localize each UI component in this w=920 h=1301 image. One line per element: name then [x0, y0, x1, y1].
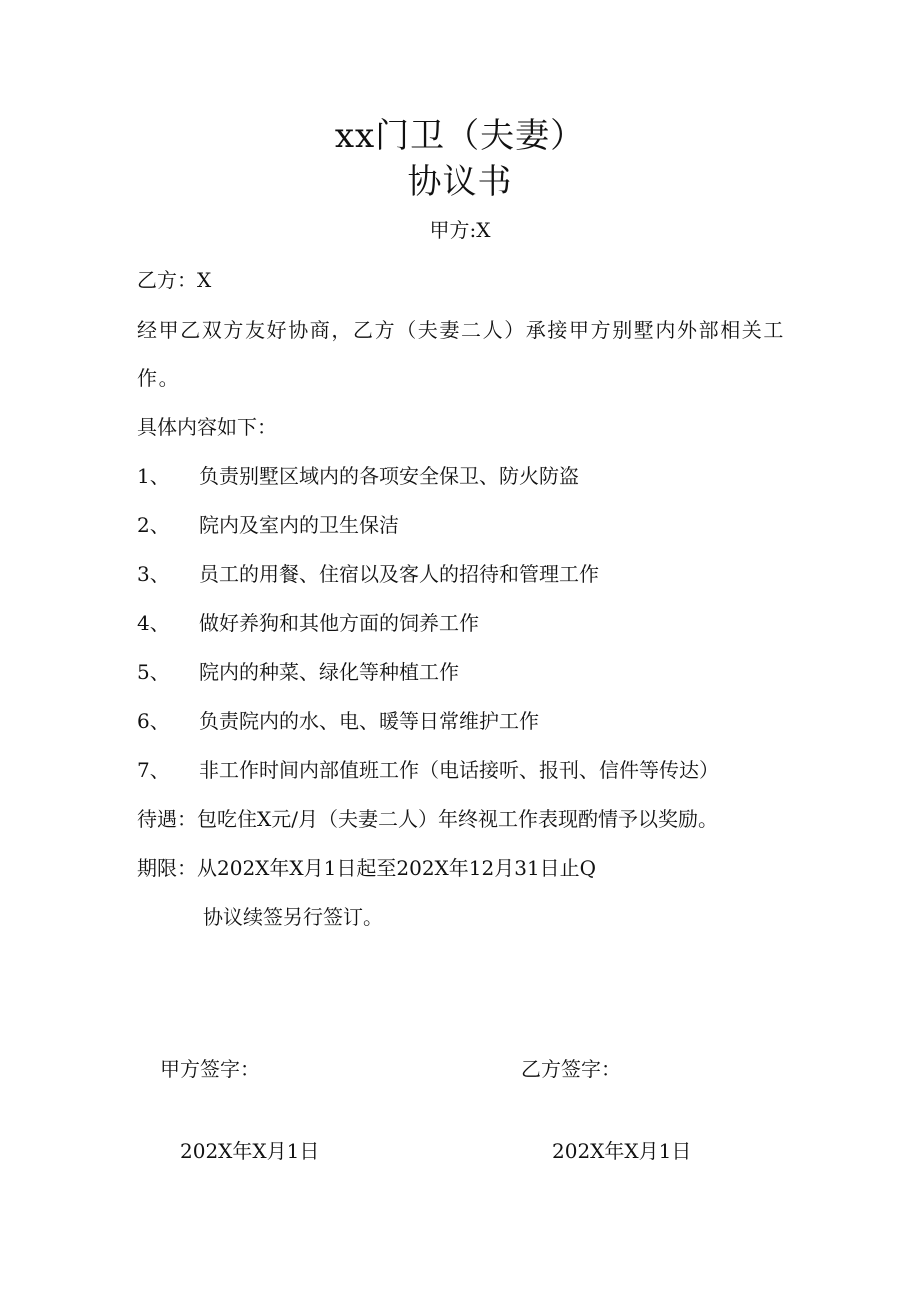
party-a-line: 甲方:X	[429, 218, 491, 242]
list-item	[137, 658, 459, 686]
list-item-text: 院内的种菜、绿化等种植工作	[199, 660, 459, 684]
list-item-text: 负责别墅区域内的各项安全保卫、防火防盗	[199, 464, 579, 488]
renewal-line: 协议续签另行签订。	[203, 905, 383, 929]
list-item	[137, 707, 539, 735]
list-item	[137, 756, 719, 784]
list-item-number: 5、	[137, 660, 170, 684]
list-item-text: 院内及室内的卫生保洁	[199, 513, 399, 537]
party-b-signature-label: 乙方签字：	[521, 1057, 621, 1081]
list-item-text: 非工作时间内部值班工作（电话接听、报刊、信件等传达）	[199, 758, 719, 782]
list-item-number: 3、	[137, 562, 170, 586]
list-item-number: 7、	[137, 758, 170, 782]
list-item-number: 6、	[137, 709, 170, 733]
list-item	[137, 609, 479, 637]
list-item-text: 员工的用餐、住宿以及客人的招待和管理工作	[199, 562, 599, 586]
list-item	[137, 462, 579, 490]
content-heading: 具体内容如下：	[137, 415, 277, 439]
document-title-line1: xx门卫（夫妻）	[334, 116, 586, 156]
list-item-number: 4、	[137, 611, 170, 635]
list-item-text: 做好养狗和其他方面的饲养工作	[199, 611, 479, 635]
party-b-signature-date: 202X年X月1日	[552, 1139, 692, 1163]
term-line: 期限：从202X年X月1日起至202X年12月31日止Q	[137, 856, 597, 880]
list-item-number: 2、	[137, 513, 170, 537]
list-item	[137, 560, 599, 588]
list-item-text: 负责院内的水、电、暖等日常维护工作	[199, 709, 539, 733]
list-item	[137, 511, 399, 539]
party-a-signature-label: 甲方签字：	[160, 1057, 260, 1081]
list-item-number: 1、	[137, 464, 170, 488]
document-title-line2: 协议书	[407, 162, 513, 202]
party-b-line: 乙方：X	[137, 268, 212, 292]
party-a-signature-date: 202X年X月1日	[180, 1139, 320, 1163]
intro-paragraph: 经甲乙双方友好协商，乙方（夫妻二人）承接甲方别墅内外部相关工作。	[137, 318, 785, 390]
treatment-line: 待遇：包吃住X元/月（夫妻二人）年终视工作表现酌情予以奖励。	[137, 807, 718, 831]
